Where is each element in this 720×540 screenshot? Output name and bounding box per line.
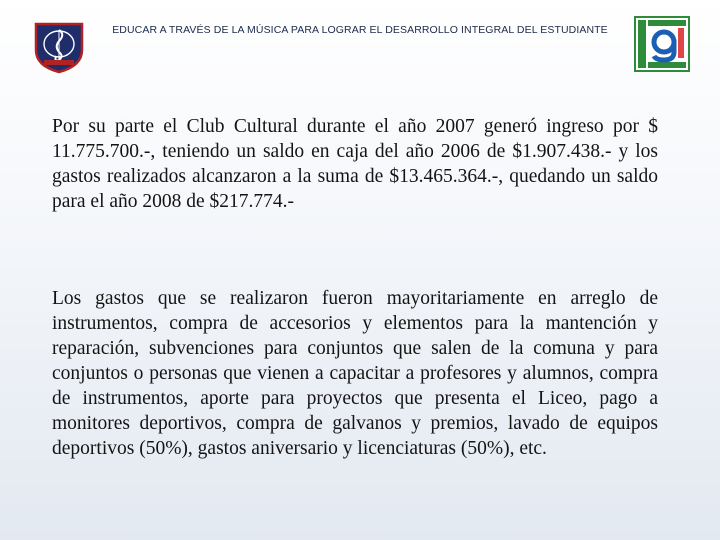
paragraph-income-summary: Por su parte el Club Cultural durante el año 2007 generó ingreso por $ 11.775.700.-, teniendo un saldo en caja del año 2006 de $1.907.438.- y los gastos realizados alcanzaron a la suma de $13.465.364.-, quedando un saldo para el año 2008 de $217.774.- <box>52 116 658 212</box>
header-title: EDUCAR A TRAVÉS DE LA MÚSICA PARA LOGRAR EL DESARROLLO INTEGRAL DEL ESTUDIANTE <box>112 24 608 36</box>
quality-seal-g-icon <box>634 16 690 72</box>
quality-seal-logo <box>634 16 690 72</box>
paragraph-expenses-detail: Los gastos que se realizaron fueron mayoritariamente en arreglo de instrumentos, compra de accesorios y elementos para la mantención y reparación, subvenciones para conjuntos que salen de la comuna y para conjuntos o personas que vienen a capacitar a profesores y alumnos, compra de instrumentos, aporte para proyectos que presenta el Liceo, pago a monitores deportivos, compra de galvanos y premios, lavado de equipos deportivos (50%), gastos aniversario y licenciaturas (50%), etc. <box>52 288 658 459</box>
music-school-crest-icon <box>32 20 86 74</box>
school-crest-logo <box>32 20 86 74</box>
